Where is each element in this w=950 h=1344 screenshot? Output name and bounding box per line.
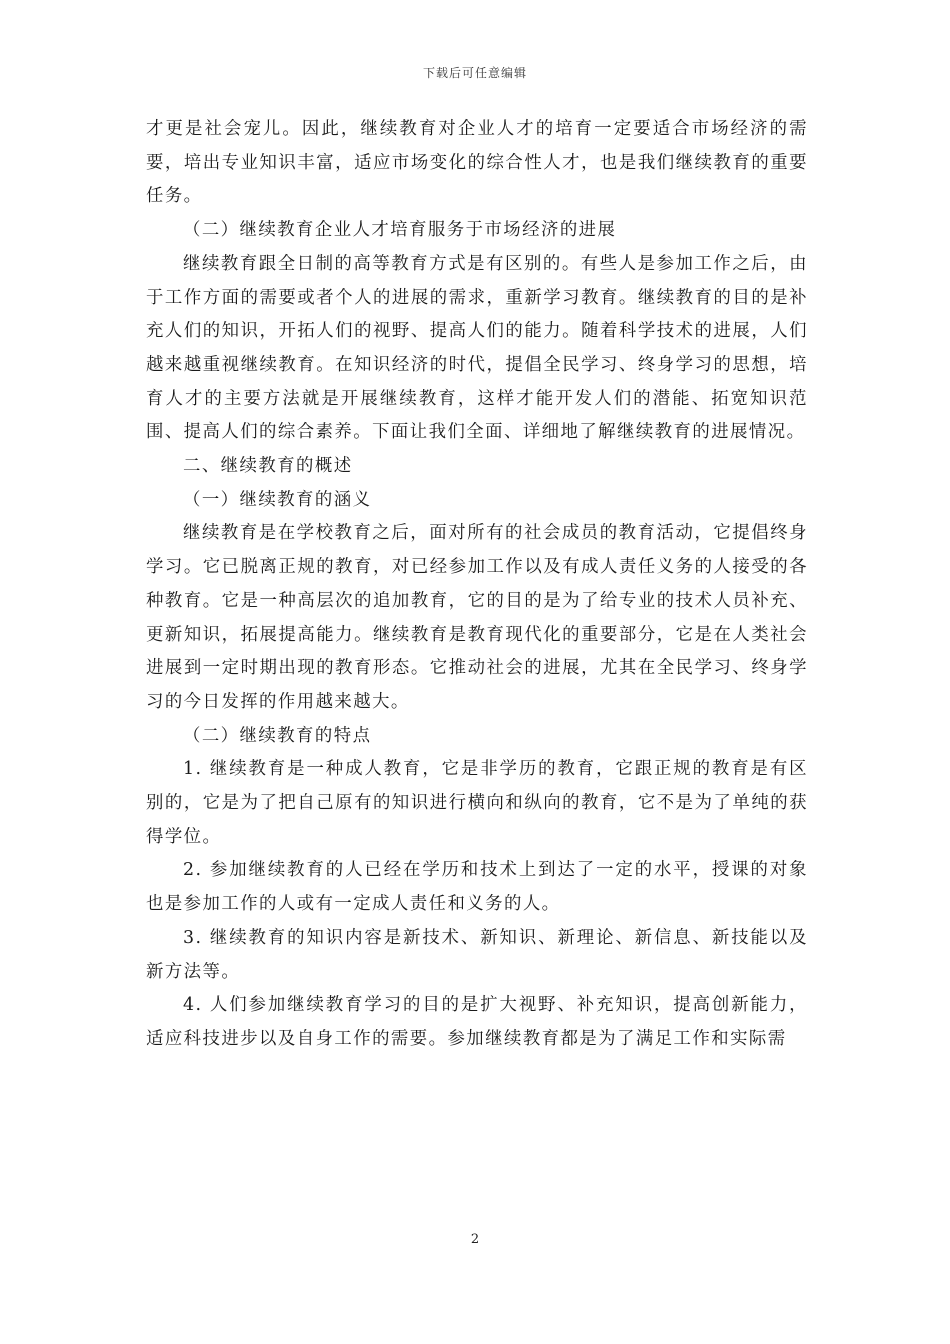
page-header: 下载后可任意编辑 <box>422 66 527 80</box>
subsection-heading: （一）继续教育的涵义 <box>183 489 372 510</box>
list-item: 2. 参加继续教育的人已经在学历和技术上到达了一定的水平，授课的对象也是参加工作的人或有一定成人责任和义务的人。 <box>146 860 808 915</box>
paragraph-continuation: 才更是社会宠儿。因此，继续教育对企业人才的培育一定要适合市场经济的需要，培出专业知识丰富，适应市场变化的综合性人才，也是我们继续教育的重要任务。 <box>146 119 808 207</box>
list-item: 4. 人们参加继续教育学习的目的是扩大视野、补充知识，提高创新能力，适应科技进步以及自身工作的需要。参加继续教育都是为了满足工作和实际需 <box>146 995 808 1049</box>
paragraph: 继续教育跟全日制的高等教育方式是有区别的。有些人是参加工作之后，由于工作方面的需要或者个人的进展的需求，重新学习教育。继续教育的目的是补充人们的知识，开拓人们的视野、提高人们的能力。随着科学技术的进展，人们越来越重视继续教育。在知识经济的时代，提倡全民学习、终身学习的思想，培育人才的主要方法就是开展继续教育，这样才能开发人们的潜能、拓宽知识范围、提高人们的综合素养。下面让我们全面、详细地了解继续教育的进展情况。 <box>146 253 808 443</box>
subsection-heading: （二）继续教育的特点 <box>183 725 372 746</box>
section-heading: 二、继续教育的概述 <box>183 456 353 477</box>
subsection-heading: （二）继续教育企业人才培育服务于市场经济的进展 <box>183 220 617 241</box>
list-item: 3. 继续教育的知识内容是新技术、新知识、新理论、新信息、新技能以及新方法等。 <box>146 927 808 982</box>
page-number: 2 <box>470 1232 480 1247</box>
document-body <box>146 113 808 1057</box>
list-item: 1. 继续教育是一种成人教育，它是非学历的教育，它跟正规的教育是有区别的，它是为了把自己原有的知识进行横向和纵向的教育，它不是为了单纯的获得学位。 <box>146 759 808 847</box>
paragraph: 继续教育是在学校教育之后，面对所有的社会成员的教育活动，它提倡终身学习。它已脱离正规的教育，对已经参加工作以及有成人责任义务的人接受的各种教育。它是一种高层次的追加教育，它的目的是为了给专业的技术人员补充、更新知识，拓展提高能力。继续教育是教育现代化的重要部分，它是在人类社会进展到一定时期出现的教育形态。它推动社会的进展，尤其在全民学习、终身学习的今日发挥的作用越来越大。 <box>146 523 808 712</box>
